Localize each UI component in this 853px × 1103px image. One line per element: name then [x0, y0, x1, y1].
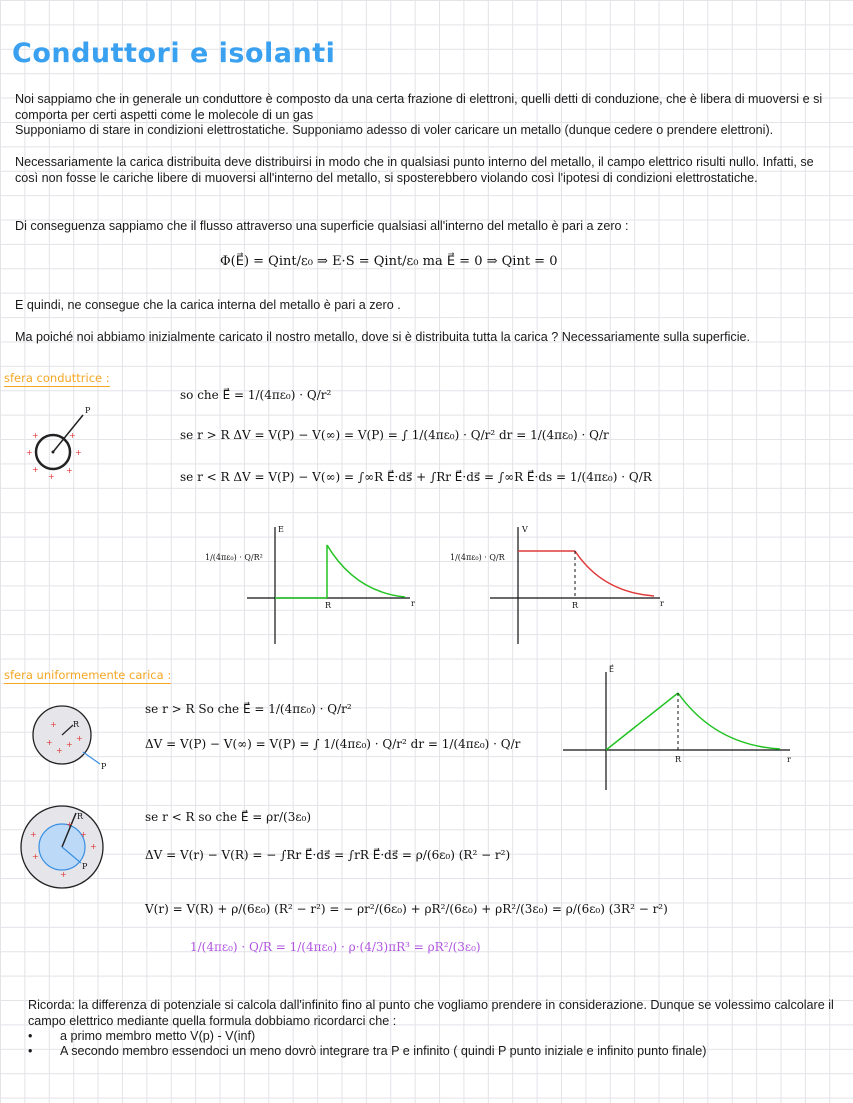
svg-text:+: + [60, 870, 67, 879]
bullet-1: a primo membro metto V(p) - V(inf) [60, 1029, 256, 1043]
outer-r-label: R [73, 720, 80, 729]
s1-line3: se r < R ΔV = V(P) − V(∞) = ∫∞R E⃗·ds⃗ + ∫Rr E⃗·ds⃗ = ∫∞R E⃗·ds = 1/(4πε₀) · Q/R [180, 470, 652, 484]
r-tick-label: R [325, 601, 332, 610]
r-axis-label: r [411, 599, 415, 608]
bullet-2: A secondo membro essendoci un meno dovrò integrare tra P e infinito ( quindi P punto iniziale e infinito punto finale) [60, 1044, 707, 1058]
svg-text:+: + [48, 472, 55, 481]
uniform-r-axis-label: r [787, 755, 791, 764]
outer-p-label: P [101, 762, 107, 771]
graph-uniform-field [555, 660, 800, 795]
svg-text:+: + [50, 720, 57, 729]
svg-text:+: + [56, 746, 63, 755]
s2-line1: se r > R So che E⃗ = 1/(4πε₀) · Q/r² [145, 702, 352, 716]
svg-text:+: + [26, 448, 33, 457]
paragraph-2: Supponiamo di stare in condizioni elettrostatiche. Supponiamo adesso di voler caricare un metallo (dunque cedere o prendere elettroni). [15, 123, 774, 137]
svg-text:+: + [32, 431, 39, 440]
s1-line2: se r > R ΔV = V(P) − V(∞) = V(P) = ∫ 1/(4πε₀) · Q/r² dr = 1/(4πε₀) · Q/r [180, 428, 609, 442]
paragraph-5: E quindi, ne consegue che la carica interna del metallo è pari a zero . [15, 298, 401, 312]
graph-conductor-potential [450, 522, 672, 647]
s2-line3: se r < R so che E⃗ = ρr/(3ε₀) [145, 810, 312, 824]
v-axis-label: V [522, 525, 528, 534]
v-level-label: 1/(4πε₀) · Q/R [450, 553, 505, 562]
conducting-sphere-diagram [20, 405, 100, 485]
paragraph-6: Ma poiché noi abbiamo inizialmente caricato il nostro metallo, dove si è distribuita tutta la carica ? Necessariamente sulla superficie. [15, 330, 750, 344]
s2-line6: 1/(4πε₀) · Q/R = 1/(4πε₀) · ρ·(4/3)πR³ = ρR²/(3ε₀) [190, 940, 481, 954]
s2-line5: V(r) = V(R) + ρ/(6ε₀) (R² − r²) = − ρr²/(6ε₀) + ρR²/(6ε₀) + ρR²/(3ε₀) = ρ/(6ε₀) (3R² − r²) [145, 902, 668, 916]
e-axis-label: E [278, 525, 284, 534]
graph-conductor-field [205, 522, 425, 647]
uniform-r-tick-label: R [675, 755, 682, 764]
section-uniform-sphere-label: sfera uniformemente carica : [4, 668, 172, 682]
svg-text:+: + [66, 466, 73, 475]
bullet-1-marker: • [28, 1029, 33, 1043]
paragraph-4: Di conseguenza sappiamo che il flusso attraverso una superficie qualsiasi all'interno del metallo è pari a zero : [15, 219, 629, 233]
v-r-tick-label: R [572, 601, 579, 610]
paragraph-1: Noi sappiamo che in generale un conduttore è composto da una certa frazione di elettroni, quelli detti di conduzione, che è libera di muoversi e si comporta per certi aspetti come le molecole di un gas [15, 92, 823, 122]
bullet-2-marker: • [28, 1044, 33, 1058]
v-r-axis-label: r [660, 599, 664, 608]
s2-line4: ΔV = V(r) − V(R) = − ∫Rr E⃗·ds⃗ = ∫rR E⃗·ds⃗ = ρ/(6ε₀) (R² − r²) [145, 848, 511, 862]
section-conducting-sphere-label: sfera conduttrice : [4, 371, 110, 385]
svg-text:+: + [90, 842, 97, 851]
sphere-point-label: P [85, 406, 91, 415]
inner-p-label: P [82, 862, 88, 871]
s2-line2: ΔV = V(P) − V(∞) = V(P) = ∫ 1/(4πε₀) · Q/r² dr = 1/(4πε₀) · Q/r [145, 737, 521, 751]
uniform-sphere-outer-diagram [30, 705, 110, 770]
svg-text:+: + [32, 465, 39, 474]
svg-text:+: + [80, 830, 87, 839]
e-level-label: 1/(4πε₀) · Q/R² [205, 553, 263, 562]
svg-text:+: + [46, 738, 53, 747]
s1-line1: so che E⃗ = 1/(4πε₀) · Q/r² [180, 388, 332, 402]
paragraph-7: Ricorda: la differenza di potenziale si calcola dall'infinito fino al punto che vogliamo prendere in considerazione. Dunque se volessimo calcolare il campo elettrico mediante quella formula dobbiamo ricordarci che : [28, 998, 834, 1028]
svg-text:+: + [32, 852, 39, 861]
uniform-e-axis-label: E⃗ [609, 665, 615, 674]
svg-text:+: + [30, 830, 37, 839]
flux-formula: Φ(E⃗) = Qint/ε₀ ⇒ E·S = Qint/ε₀ ma E⃗ = 0 ⇒ Qint = 0 [220, 254, 558, 269]
svg-text:+: + [66, 740, 73, 749]
paragraph-3: Necessariamente la carica distribuita deve distribuirsi in modo che in qualsiasi punto interno del metallo, il campo elettrico risulti nullo. Infatti, se così non fosse le cariche libere di muoversi all'interno del metallo, si sposterebbero violando così l'ipotesi di condizioni elettrostatiche. [15, 155, 814, 185]
inner-r-label: R [77, 812, 84, 821]
svg-text:+: + [75, 448, 82, 457]
svg-text:+: + [76, 734, 83, 743]
svg-text:+: + [69, 431, 76, 440]
uniform-sphere-inner-diagram [20, 805, 110, 890]
page-title: Conduttori e isolanti [12, 38, 336, 69]
svg-text:+: + [66, 820, 73, 829]
